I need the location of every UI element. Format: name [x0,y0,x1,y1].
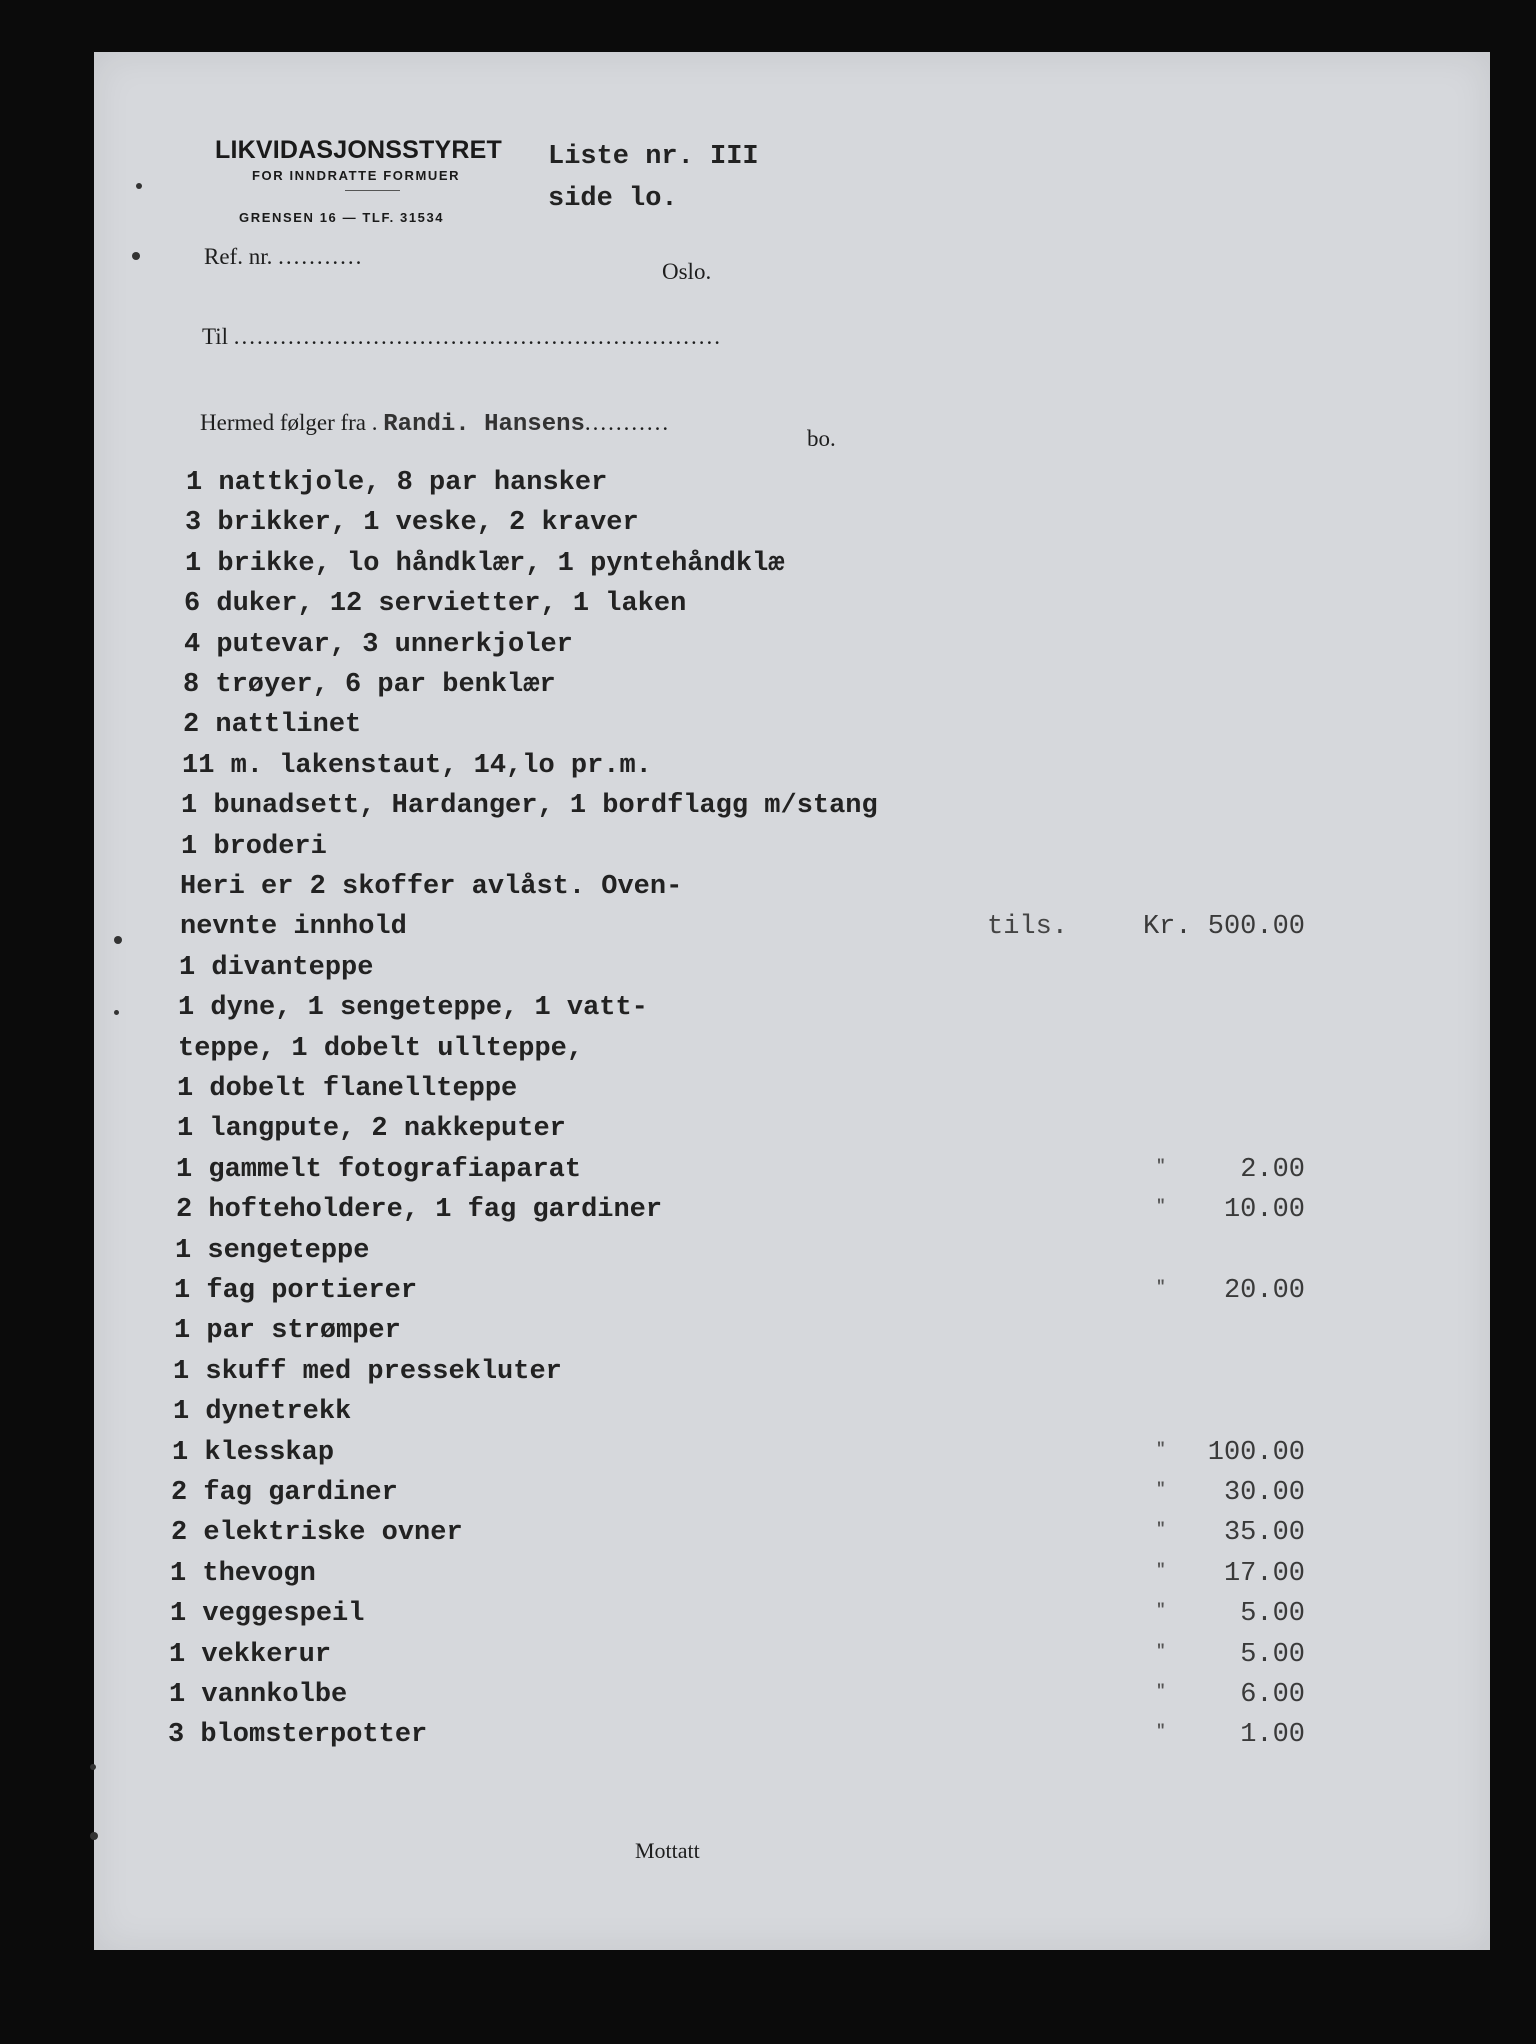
ditto-mark: " [1156,1439,1166,1458]
list-item [94,1478,1490,1518]
item-text: 8 trøyer, 6 par benklær [183,670,556,700]
list-item [94,751,1490,791]
item-text: 2 nattlinet [183,710,362,741]
item-amount: 20.00 [1223,1276,1305,1306]
item-amount: 10.00 [1223,1195,1305,1226]
item-text: 2 hofteholdere, 1 fag gardiner [176,1195,663,1226]
item-text: 1 klesskap [172,1437,335,1468]
ditto-mark: " [1156,1641,1166,1660]
margin-spot [136,183,142,189]
item-amount: 35.00 [1223,1518,1305,1549]
letterhead-subtitle: FOR INNDRATTE FORMUER [252,168,461,183]
city: Oslo. [662,259,712,284]
hermed-label: Hermed følger fra [200,410,367,435]
estate-dots: ........... [584,410,671,435]
item-amount: 5.00 [1240,1599,1305,1630]
ditto-mark: " [1156,1722,1166,1741]
item-amount: Kr. 500.00 [1142,912,1305,943]
letterhead-divider [345,190,400,191]
estate-name: Randi. Hansens [383,411,585,438]
list-item [94,1357,1490,1397]
item-text: 6 duker, 12 servietter, 1 laken [184,589,687,620]
margin-spot [132,252,140,260]
item-amount: 2.00 [1240,1154,1305,1185]
item-text: 2 elektriske ovner [171,1518,463,1549]
list-item [94,1720,1490,1760]
ditto-mark: " [1156,1601,1166,1620]
item-text: teppe, 1 dobelt ullteppe, [178,1033,584,1064]
list-item [94,1316,1490,1356]
list-item [94,1640,1490,1680]
letterhead-address: GRENSEN 16 — TLF. 31534 [239,210,445,225]
list-item [94,1034,1490,1074]
list-number: Liste nr. III [548,142,759,172]
list-item [94,1155,1490,1195]
item-text: nevnte innhold [180,912,407,943]
item-text: 4 putevar, 3 unnerkjoler [184,629,573,660]
item-text: 2 fag gardiner [171,1478,398,1508]
list-item [94,1236,1490,1276]
til-dots: ............................................................... [233,324,723,349]
ditto-mark: " [1156,1682,1166,1700]
ref-dots: ........... [278,244,364,269]
item-text: 1 divanteppe [179,952,374,983]
item-text: 1 skuff med pressekluter [173,1356,562,1387]
item-text: 1 vannkolbe [169,1680,348,1710]
item-amount: 1.00 [1240,1720,1305,1751]
list-item [94,630,1490,670]
ref-field [204,244,363,270]
list-item [94,791,1490,831]
list-item [94,1559,1490,1599]
item-text: 1 vekkerur [169,1639,332,1670]
list-item [94,508,1490,548]
list-item [94,1397,1490,1437]
letterhead-organization: LIKVIDASJONSSTYRET [215,136,502,164]
bo-label: bo. [807,426,836,451]
item-text: 1 veggespeil [170,1599,365,1630]
item-amount: 100.00 [1207,1437,1305,1468]
list-item [94,468,1490,508]
item-amount: 30.00 [1223,1478,1305,1508]
item-text: 1 dyne, 1 sengeteppe, 1 vatt- [178,993,648,1024]
hermed-line: Hermed følger fra . Randi. Hansens........... [200,410,671,438]
item-text: 1 fag portierer [174,1276,418,1306]
page-number: side lo. [548,184,678,214]
ditto-mark: " [1156,1520,1166,1539]
item-text: 1 gammelt fotografiaparat [176,1154,582,1185]
til-label: Til [202,324,229,349]
margin-spot [90,1832,98,1840]
til-field [202,324,722,350]
list-item [94,1074,1490,1114]
ditto-mark: " [1156,1156,1166,1175]
list-item [94,1276,1490,1316]
item-text: 1 nattkjole, 8 par hansker [186,468,608,498]
item-amount: 17.00 [1223,1558,1305,1589]
list-item [94,1195,1490,1235]
item-text: 1 dynetrekk [173,1397,352,1428]
ditto-mark: " [1156,1480,1166,1498]
item-text: Heri er 2 skoffer avlåst. Oven- [180,872,683,902]
item-text: 11 m. lakenstaut, 14,lo pr.m. [182,750,652,781]
item-text: 3 blomsterpotter [168,1720,428,1751]
item-text: 1 par strømper [174,1316,401,1347]
item-text: 1 brikke, lo håndklær, 1 pyntehåndklæ [185,548,785,579]
list-item [94,710,1490,750]
item-text: 1 sengeteppe [175,1235,370,1266]
list-item [94,1518,1490,1558]
ditto-mark: " [1156,1278,1166,1296]
item-text: 1 bunadsett, Hardanger, 1 bordflagg m/stang [181,791,878,822]
list-item [94,1680,1490,1720]
item-text: 1 langpute, 2 nakkeputer [177,1114,566,1145]
ref-label: Ref. nr. [204,244,273,269]
margin-spot [114,936,122,944]
list-item [94,670,1490,710]
item-text: 1 dobelt flanellteppe [177,1074,518,1104]
list-item [94,1114,1490,1154]
received-label: Mottatt [635,1838,700,1863]
list-item [94,549,1490,589]
ditto-mark: " [1156,1197,1166,1216]
margin-spot [114,1010,119,1015]
list-item [94,589,1490,629]
margin-spot [90,1764,96,1770]
item-text: 1 thevogn [170,1558,316,1589]
item-note: tils. [987,912,1069,943]
item-text: 1 broderi [181,831,327,862]
list-item [94,993,1490,1033]
item-text: 3 brikker, 1 veske, 2 kraver [185,508,639,539]
list-item [94,953,1490,993]
list-item [94,832,1490,872]
list-item [94,912,1490,952]
item-amount: 6.00 [1240,1680,1305,1710]
document-page [94,52,1490,1950]
ditto-mark: " [1156,1560,1166,1579]
list-item [94,1599,1490,1639]
list-item [94,872,1490,912]
list-item [94,1438,1490,1478]
item-amount: 5.00 [1240,1639,1305,1670]
